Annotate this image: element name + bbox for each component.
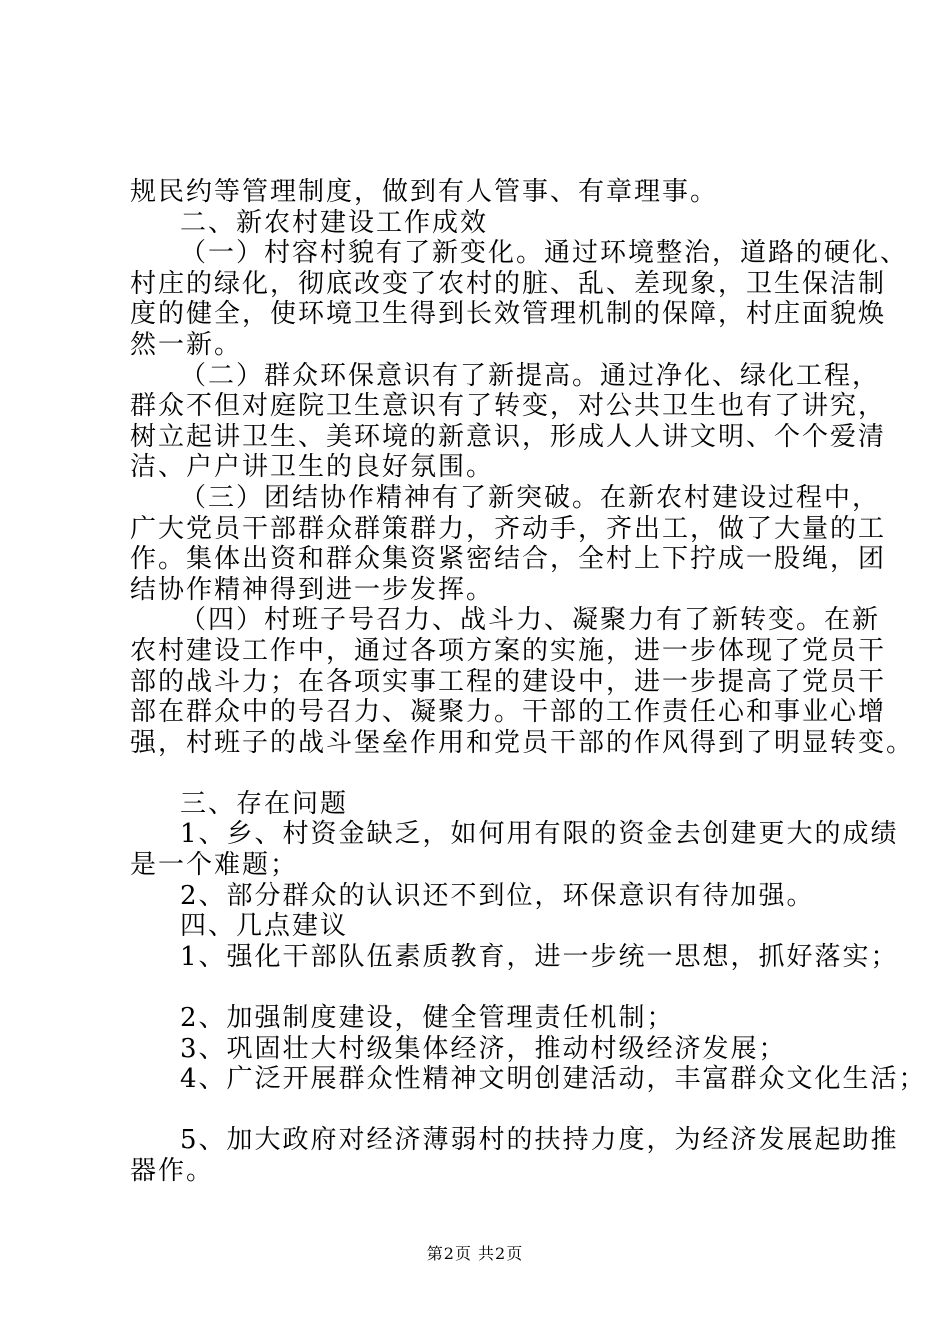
section-heading: 二、新农村建设工作成效 — [180, 208, 489, 238]
section-heading: 三、存在问题 — [180, 789, 349, 819]
text-line: 5、加大政府对经济薄弱村的扶持力度，为经济发展起助推 — [180, 1125, 899, 1155]
text-line: 1、强化干部队伍素质教育，进一步统一思想，抓好落实； — [180, 942, 899, 972]
section-heading: 四、几点建议 — [180, 911, 349, 941]
text-line: 是一个难题； — [130, 850, 299, 880]
text-line: 4、广泛开展群众性精神文明创建活动，丰富群众文化生活； — [180, 1064, 927, 1094]
text-line: 树立起讲卫生、美环境的新意识，形成人人讲文明、个个爱清 — [130, 422, 887, 452]
text-line: 部的战斗力；在各项实事工程的建设中，进一步提高了党员干 — [130, 667, 887, 697]
text-line: 然一新。 — [130, 330, 243, 360]
text-line: 村庄的绿化，彻底改变了农村的脏、乱、差现象，卫生保洁制 — [130, 269, 887, 299]
text-line: （三）团结协作精神有了新突破。在新农村建设过程中， — [180, 483, 881, 513]
text-line: 强，村班子的战斗堡垒作用和党员干部的作风得到了明显转变。 — [130, 728, 915, 758]
text-line: 度的健全，使环境卫生得到长效管理机制的保障，村庄面貌焕 — [130, 299, 887, 329]
text-line: （一）村容村貌有了新变化。通过环境整治，道路的硬化、 — [180, 238, 909, 268]
text-line: 1、乡、村资金缺乏，如何用有限的资金去创建更大的成绩 — [180, 819, 899, 849]
text-line: （二）群众环保意识有了新提高。通过净化、绿化工程， — [180, 361, 881, 391]
text-line: 器作。 — [130, 1156, 215, 1186]
text-line: （四）村班子号召力、战斗力、凝聚力有了新转变。在新 — [180, 605, 881, 635]
text-line: 群众不但对庭院卫生意识有了转变，对公共卫生也有了讲究， — [130, 391, 887, 421]
text-line: 部在群众中的号召力、凝聚力。干部的工作责任心和事业心增 — [130, 697, 887, 727]
text-line: 3、巩固壮大村级集体经济，推动村级经济发展； — [180, 1034, 787, 1064]
text-line: 洁、户户讲卫生的良好氛围。 — [130, 452, 495, 482]
text-line: 作。集体出资和群众集资紧密结合，全村上下拧成一股绳，团 — [130, 544, 887, 574]
text-line: 农村建设工作中，通过各项方案的实施，进一步体现了党员干 — [130, 636, 887, 666]
text-line: 规民约等管理制度，做到有人管事、有章理事。 — [130, 177, 719, 207]
text-line: 广大党员干部群众群策群力，齐动手，齐出工，做了大量的工 — [130, 514, 887, 544]
page-footer: 第2页 共2页 — [426, 1244, 524, 1263]
text-line: 结协作精神得到进一步发挥。 — [130, 575, 495, 605]
text-line: 2、部分群众的认识还不到位，环保意识有待加强。 — [180, 881, 815, 911]
text-line: 2、加强制度建设，健全管理责任机制； — [180, 1003, 675, 1033]
